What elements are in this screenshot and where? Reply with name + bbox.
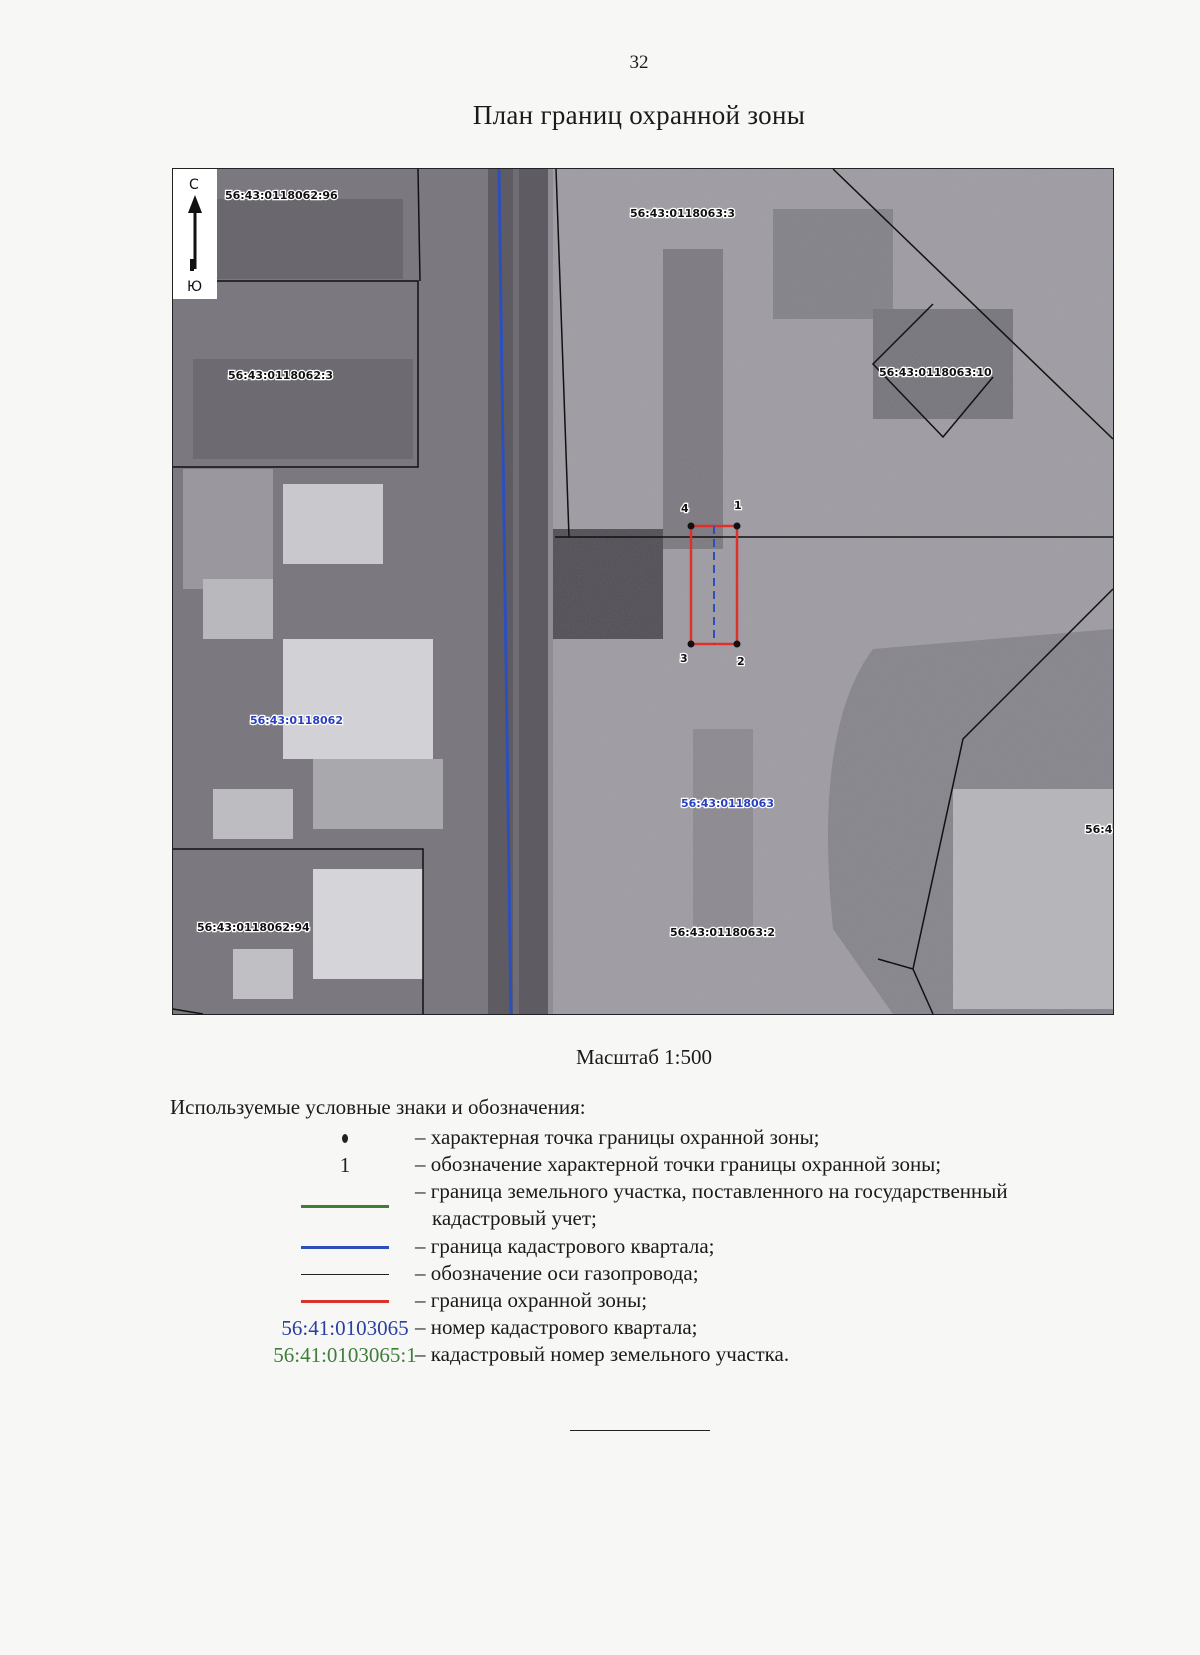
point-4-marker	[688, 523, 695, 530]
map-scale: Масштаб 1:500	[575, 1045, 712, 1069]
compass-south-label: Ю	[187, 279, 203, 295]
page-number: 32	[629, 52, 649, 73]
quarter-label: 56:43:0118062	[250, 714, 343, 727]
legend-text: – обозначение характерной точки границы охранной зоны;	[415, 1152, 942, 1176]
legend-symbol: 56:41:0103065	[281, 1315, 409, 1340]
legend-item	[170, 1260, 1110, 1288]
point-label-2: 2	[737, 655, 745, 668]
legend-text-line: кадастровый учет;	[432, 1206, 597, 1230]
compass-north-label: С	[189, 177, 199, 193]
legend-symbol: 1	[339, 1152, 351, 1177]
legend-symbol: 56:41:0103065:1	[273, 1342, 417, 1367]
point-label-3: 3	[680, 652, 688, 665]
legend-item	[170, 1287, 1110, 1315]
quarter-label: 56:43:0118063	[681, 797, 774, 810]
legend-item	[170, 1341, 1110, 1369]
page-title: План границ охранной зоны	[472, 100, 806, 130]
parcel-label: 56:43:0118063:2	[670, 926, 776, 939]
gas-axis-line-icon	[301, 1274, 389, 1275]
map-image	[172, 168, 1114, 1015]
point-label-4: 4	[681, 502, 689, 515]
point-label-1: 1	[734, 499, 742, 512]
footer-rule	[570, 1430, 710, 1431]
legend-text: – кадастровый номер земельного участка.	[415, 1342, 790, 1366]
legend-text: – характерная точка границы охранной зоны;	[415, 1125, 820, 1149]
legend-item	[170, 1178, 1110, 1234]
legend-text: – номер кадастрового квартала;	[415, 1315, 698, 1339]
legend-text: – граница кадастрового квартала;	[415, 1234, 715, 1258]
legend-text-line: – граница земельного участка, поставленного на государственный	[415, 1179, 1008, 1203]
legend-item	[170, 1124, 1110, 1152]
legend-text	[415, 1178, 1115, 1232]
parcel-boundary-line-icon	[301, 1205, 389, 1208]
quarter-boundary-line-icon	[301, 1246, 389, 1249]
legend-text: – граница охранной зоны;	[415, 1288, 648, 1312]
zone-boundary-line-icon	[301, 1300, 389, 1303]
parcel-label: 56:43:0118063:3	[630, 207, 736, 220]
legend-heading: Используемые условные знаки и обозначения:	[170, 1095, 586, 1119]
point-2-marker	[734, 641, 741, 648]
parcel-label: 56:43:0118062:96	[225, 189, 338, 202]
legend-item	[170, 1233, 1110, 1261]
parcel-label: 56:4	[1085, 823, 1113, 836]
parcel-label: 56:43:0118063:10	[879, 366, 992, 379]
parcel-label: 56:43:0118062:3	[228, 369, 334, 382]
parcel-label: 56:43:0118062:94	[197, 921, 310, 934]
legend-item	[170, 1151, 1110, 1179]
legend-text: – обозначение оси газопровода;	[415, 1261, 699, 1285]
point-3-marker	[688, 641, 695, 648]
north-arrow-icon	[173, 169, 217, 299]
point-dot-icon	[342, 1134, 348, 1143]
point-1-marker	[734, 523, 741, 530]
legend-item	[170, 1314, 1110, 1342]
